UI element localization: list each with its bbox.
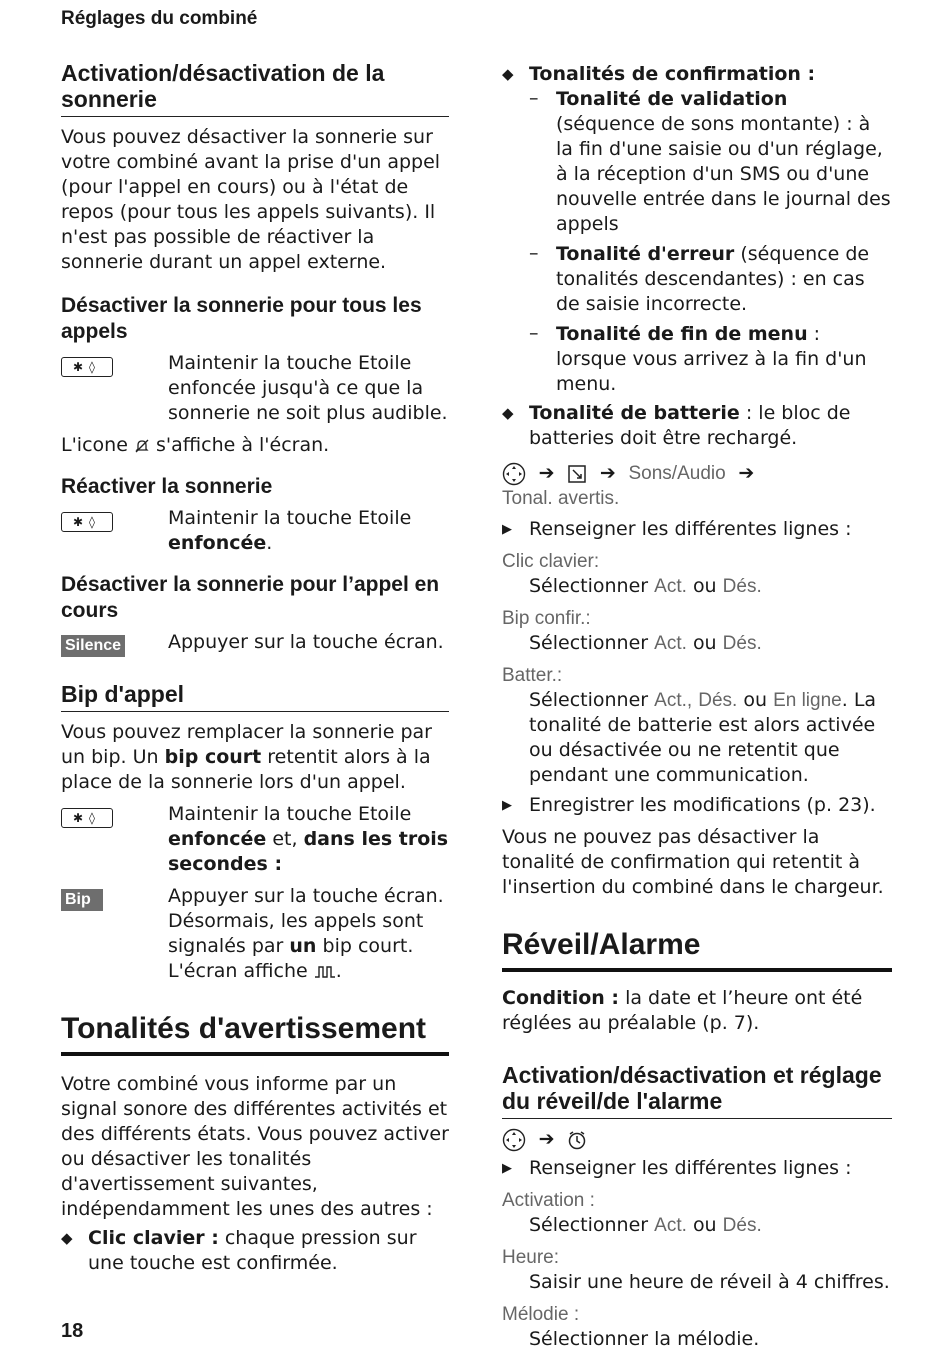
disable-all-desc: Maintenir la touche Etoile enfoncée jusqu'à ce que la sonnerie ne soit plus audible. — [168, 352, 448, 424]
option-desc-melodie: Sélectionner la mélodie. — [529, 1328, 760, 1350]
confirmation-note: Vous ne pouvez pas désactiver la tonalité de confirmation qui retentit à l'insertion du combiné dans le chargeur. — [502, 826, 884, 898]
silence-desc: Appuyer sur la touche écran. — [168, 631, 444, 653]
subsection-title-disable-all: Désactiver la sonnerie pour tous les appels — [61, 294, 422, 343]
arrow-right-icon: ➔ — [593, 462, 623, 484]
settings-menu-icon — [567, 464, 587, 484]
right-column — [502, 62, 892, 1352]
triangle-bullet-icon: ▶ — [502, 798, 512, 813]
step-fill-lines: ▶ Renseigner les différentes lignes : — [502, 518, 852, 540]
step-save: ▶ Enregistrer les modifications (p. 23). — [502, 794, 876, 816]
diamond-bullet-icon: ◆ — [502, 404, 514, 422]
option-desc-heure: Saisir une heure de réveil à 4 chiffres. — [529, 1271, 890, 1293]
section-title-alarm-setup: Activation/désactivation et réglage du réveil/de l'alarme — [502, 1062, 892, 1119]
arrow-right-icon: ➔ — [731, 462, 755, 484]
star-key-icon: ✱◊ — [61, 808, 113, 828]
beep-desc1: Maintenir la touche Etoile enfoncée et, dans les trois secondes : — [168, 803, 449, 875]
arrow-right-icon: ➔ — [532, 462, 562, 484]
dash-validation: – Tonalité de validation (séquence de sons montante) : à la fin d'une saisie ou d'un réglage, à la réception d'un SMS ou d'une nouvelle entrée dans le journal des appels — [529, 87, 891, 235]
option-label-heure: Heure: — [502, 1247, 560, 1268]
ringer-intro: Vous pouvez désactiver la sonnerie sur votre combiné avant la prise d'un appel (pour l'appel en cours) ou à l'état de repos (pour tous les appels suivants). Il n'est pas possible de réactiver la sonnerie durant un appel externe. — [61, 126, 441, 273]
section-title-ringer: Activation/désactivation de la sonnerie — [61, 60, 449, 117]
key-row-disable-all — [61, 351, 449, 426]
option-label-bip: Bip confir.: — [502, 608, 591, 629]
menu-sons-audio: Sons/Audio — [628, 463, 726, 484]
bullet-battery: ◆ Tonalité de batterie : le bloc de batteries doit être rechargé. — [502, 402, 851, 449]
page-number: 18 — [61, 1320, 84, 1342]
step-fill-lines-alarm: ▶ Renseigner les différentes lignes : — [502, 1157, 852, 1179]
option-label-clic: Clic clavier: — [502, 551, 600, 572]
option-label-activation: Activation : — [502, 1190, 595, 1211]
bullet-confirmation: ◆ Tonalités de confirmation : — [502, 63, 816, 85]
reactivate-desc: Maintenir la touche Etoile enfoncée. — [168, 507, 412, 554]
key-row-bip — [61, 884, 449, 984]
ringer-off-icon — [134, 438, 150, 454]
option-desc-bip: Sélectionner Act. ou Dés. — [529, 632, 762, 654]
dash-end-menu: – Tonalité de fin de menu : lorsque vous arrivez à la fin d'un menu. — [529, 322, 867, 395]
beep-desc2: Appuyer sur la touche écran. Désormais, les appels sont signalés par un bip court. L'écran affiche . — [168, 885, 444, 982]
menu-path-sounds — [502, 461, 892, 511]
triangle-bullet-icon: ▶ — [502, 1161, 512, 1176]
menu-tonal-avertis: Tonal. avertis. — [502, 488, 620, 509]
option-label-batter: Batter.: — [502, 665, 563, 686]
menu-path-alarm — [502, 1127, 892, 1152]
beep-icon — [314, 964, 336, 980]
icon-line: L'icone s'affiche à l'écran. — [61, 434, 330, 456]
triangle-bullet-icon: ▶ — [502, 522, 512, 537]
alarm-condition: Condition : la date et l’heure ont été réglées au préalable (p. 7). — [502, 987, 863, 1034]
section-title-alarm: Réveil/Alarme — [502, 928, 892, 972]
dash-error: – Tonalité d'erreur (séquence de tonalités descendantes) : en cas de saisie incorrecte. — [529, 242, 870, 315]
bip-softkey: Bip — [61, 889, 103, 911]
section-title-beep: Bip d'appel — [61, 681, 449, 712]
option-label-melodie: Mélodie : — [502, 1304, 580, 1325]
star-key-icon: ✱◊ — [61, 357, 113, 377]
key-row-silence — [61, 630, 449, 657]
left-column — [61, 60, 449, 1276]
option-desc-clic: Sélectionner Act. ou Dés. — [529, 575, 762, 597]
nav-key-icon — [502, 462, 526, 486]
running-header: Réglages du combiné — [61, 8, 258, 29]
subsection-title-reactivate: Réactiver la sonnerie — [61, 475, 273, 498]
diamond-bullet-icon: ◆ — [502, 65, 514, 83]
arrow-right-icon: ➔ — [532, 1128, 562, 1150]
option-desc-activation: Sélectionner Act. ou Dés. — [529, 1214, 762, 1236]
subsection-title-disable-current: Désactiver la sonnerie pour l’appel en cours — [61, 573, 440, 622]
nav-key-icon — [502, 1128, 526, 1152]
beep-intro: Vous pouvez remplacer la sonnerie par un bip. Un bip court retentit alors à la place de la sonnerie lors d'un appel. — [61, 721, 432, 793]
key-row-reactivate — [61, 506, 449, 556]
diamond-bullet-icon: ◆ — [61, 1229, 73, 1247]
key-row-beep — [61, 802, 449, 877]
alarm-clock-icon — [567, 1130, 587, 1150]
section-title-alerts: Tonalités d'avertissement — [61, 1012, 449, 1056]
option-desc-batter: Sélectionner Act., Dés. ou En ligne. La tonalité de batterie est alors activée ou désactivée ou ne retentit que pendant une communication. — [529, 689, 877, 786]
silence-softkey: Silence — [61, 635, 125, 657]
alerts-intro: Votre combiné vous informe par un signal sonore des différentes activités et des différents états. Vous pouvez activer ou désactiver les tonalités d'avertissement suivantes, indépendamment les unes des autres : — [61, 1073, 449, 1220]
bullet-keyclick: ◆ Clic clavier : chaque pression sur une touche est confirmée. — [61, 1227, 417, 1274]
star-key-icon: ✱◊ — [61, 512, 113, 532]
